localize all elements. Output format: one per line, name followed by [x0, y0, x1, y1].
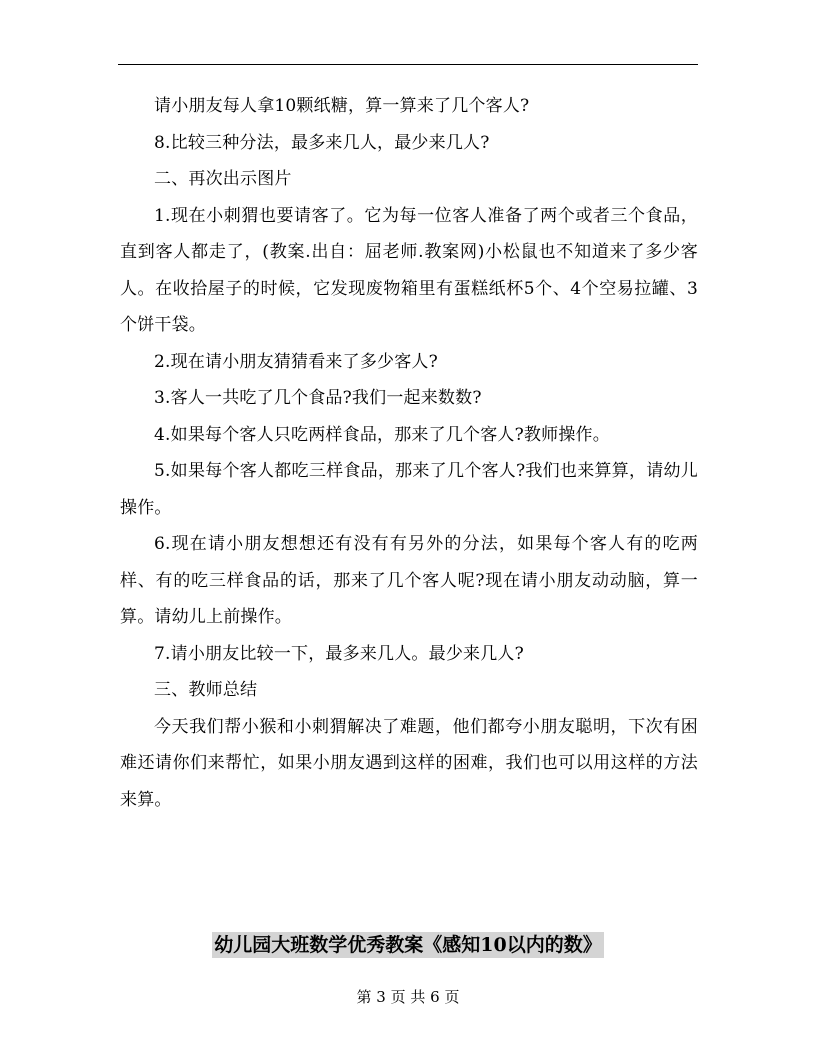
paragraph: 4.如果每个客人只吃两样食品，那来了几个客人?教师操作。	[154, 424, 610, 445]
header-rule	[118, 64, 698, 65]
paragraph: 7.请小朋友比较一下，最多来几人。最少来几人?	[154, 643, 524, 664]
paragraph: 2.现在请小朋友猜猜看来了多少客人?	[154, 351, 438, 372]
paragraph: 8.比较三种分法，最多来几人，最少来几人?	[154, 132, 490, 153]
paragraph: 6.现在请小朋友想想还有没有有另外的分法，如果每个客人有的吃两样、有的吃三样食品的话，那来了几个客人呢?现在请小朋友动动脑，算一算。请幼儿上前操作。	[120, 534, 698, 627]
next-document-title-text: 幼儿园大班数学优秀教案《感知10以内的数》	[214, 934, 602, 956]
section-heading: 三、教师总结	[154, 680, 258, 700]
paragraph: 今天我们帮小猴和小刺猬解决了难题，他们都夸小朋友聪明，下次有困难还请你们来帮忙，如果小朋友遇到这样的困难，我们也可以用这样的方法来算。	[120, 716, 698, 810]
section-heading: 二、再次出示图片	[154, 169, 292, 189]
paragraph: 3.客人一共吃了几个食品?我们一起来数数?	[154, 388, 482, 408]
page-footer: 第 3 页 共 6 页	[356, 988, 460, 1006]
paragraph: 请小朋友每人拿10颗纸糖，算一算来了几个客人?	[154, 96, 530, 116]
paragraph: 5.如果每个客人都吃三样食品，那来了几个客人?我们也来算算，请幼儿操作。	[120, 461, 698, 518]
next-document-title	[0, 930, 816, 960]
paragraph: 1.现在小刺猬也要请客了。它为每一位客人准备了两个或者三个食品，直到客人都走了，(教案.出自：屈老师.教案网)小松鼠也不知道来了多少客人。在收拾屋子的时候，它发现废物箱里有蛋糕纸杯5个、4个空易拉罐、3个饼干袋。	[120, 205, 698, 335]
document-body	[120, 88, 698, 818]
